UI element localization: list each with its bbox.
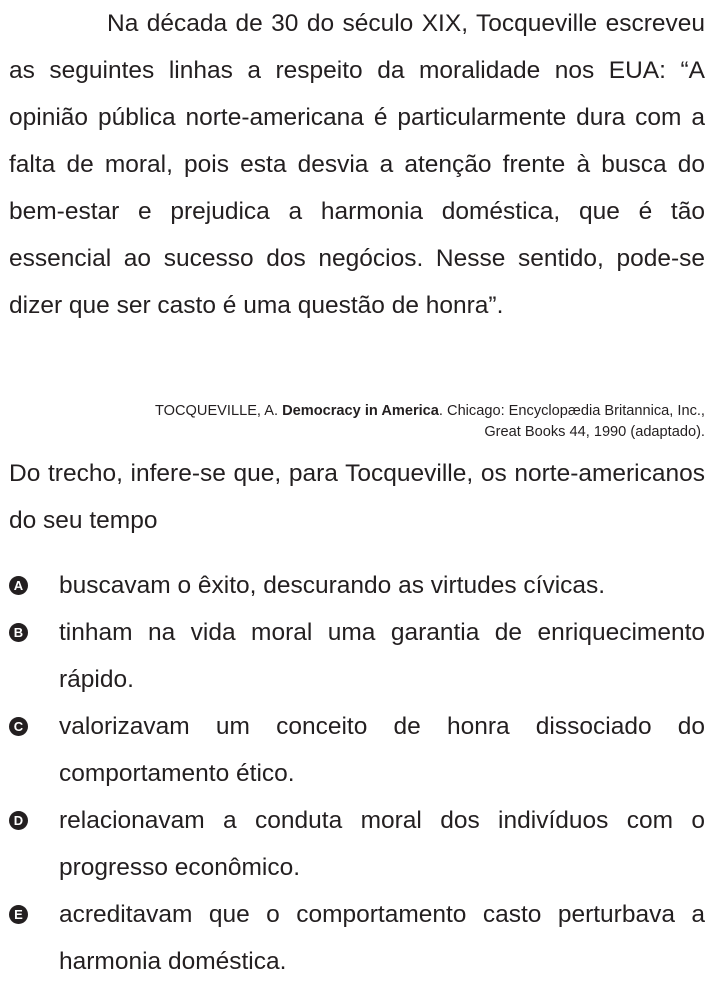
option-c-letter-icon: C <box>9 717 28 736</box>
passage-text: Na década de 30 do século XIX, Tocqueville escreveu as seguintes linhas a respeito da moralidade nos EUA: “A opinião pública norte-americana é particularmente dura com a falta de moral, pois esta desvia a atenção frente à busca do bem-estar e prejudica a harmonia doméstica, que é tão essencial ao sucesso dos negócios. Nesse sentido, pode-se dizer que ser casto é uma questão de honra”. <box>9 10 705 319</box>
option-d-text: relacionavam a conduta moral dos indivíduos com o progresso econômico. <box>59 807 705 881</box>
source-citation <box>145 401 705 443</box>
option-e-text: acreditavam que o comportamento casto perturbava a harmonia doméstica. <box>59 901 705 975</box>
option-a-letter-icon: A <box>9 576 28 595</box>
option-e-letter-icon: E <box>9 905 28 924</box>
option-c[interactable] <box>9 703 705 797</box>
question-stem: Do trecho, infere-se que, para Tocqueville, os norte-americanos do seu tempo <box>9 460 705 534</box>
citation-author: TOCQUEVILLE, A. <box>155 403 283 419</box>
answer-options <box>9 562 705 985</box>
option-b-text: tinham na vida moral uma garantia de enriquecimento rápido. <box>59 619 705 693</box>
option-b[interactable] <box>9 609 705 703</box>
option-b-letter-icon: B <box>9 623 28 642</box>
citation-title: Democracy in America <box>282 403 439 419</box>
option-a-text: buscavam o êxito, descurando as virtudes cívicas. <box>59 572 606 599</box>
option-d-letter-icon: D <box>9 811 28 830</box>
option-d[interactable] <box>9 797 705 891</box>
option-e[interactable] <box>9 891 705 985</box>
citation-details: . Chicago: Encyclopædia Britannica, Inc., Great Books 44, 1990 (adaptado). <box>438 403 705 440</box>
option-a[interactable] <box>9 562 705 609</box>
option-c-text: valorizavam um conceito de honra dissociado do comportamento ético. <box>59 713 705 787</box>
